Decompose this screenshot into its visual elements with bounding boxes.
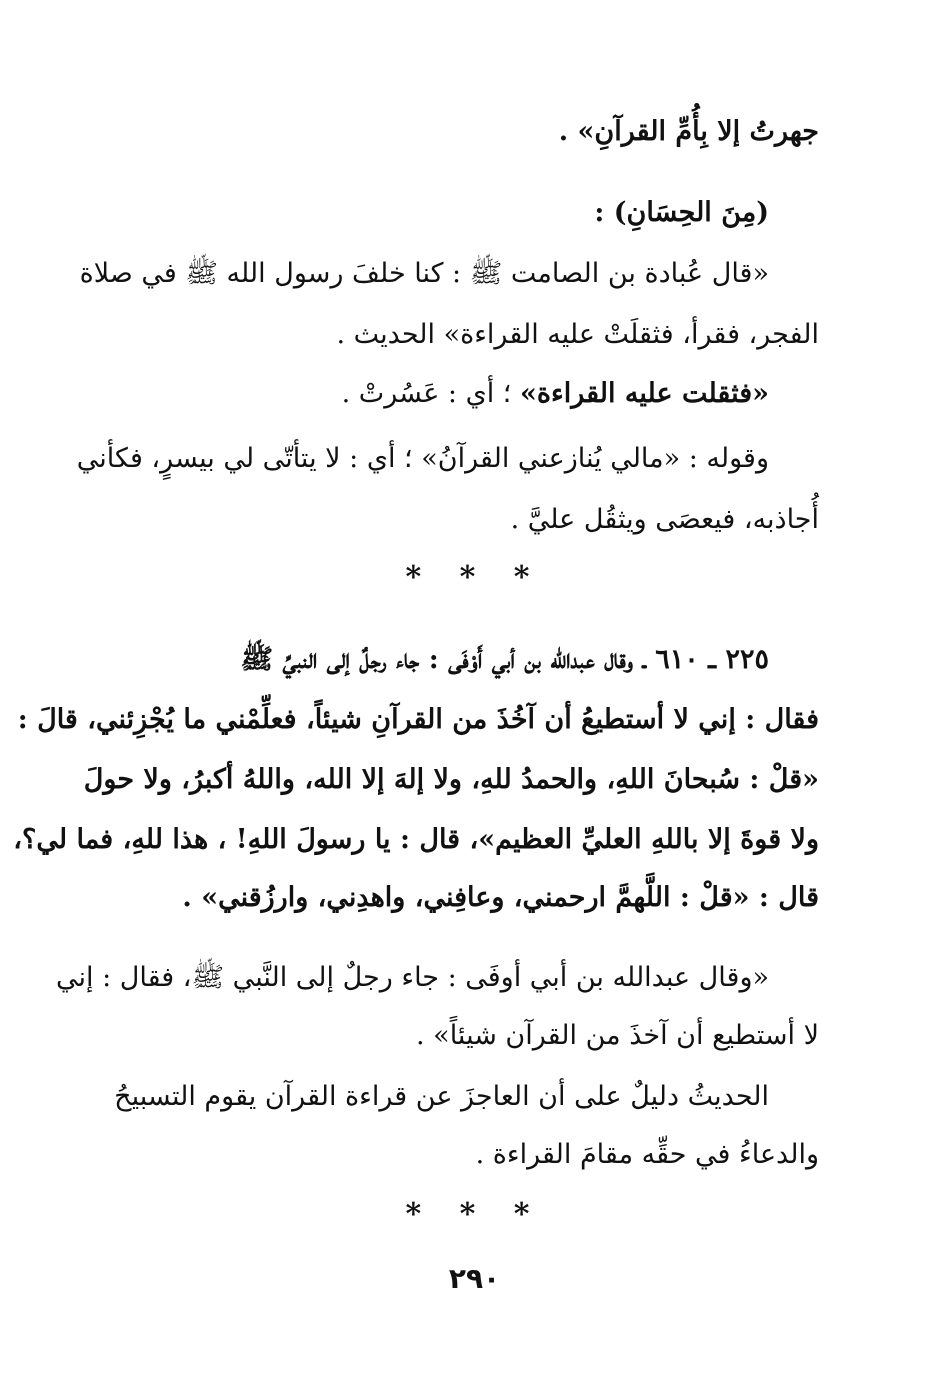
commentary2-line2: والدعاءُ في حقِّه مقامَ القراءة . xyxy=(475,1139,819,1170)
explanation2-line1: وقوله : «مالي يُنازعني القرآنُ» ؛ أي : لا يتأتّى لي بيسرٍ، فكأني xyxy=(76,443,769,474)
explanation2-line2: أُجاذبه، فيعصَى ويثقُل عليَّ . xyxy=(510,504,819,535)
section-separator-1: * * * xyxy=(405,560,544,595)
hadith2-line3: «قلْ : سُبحانَ اللهِ، والحمدُ للهِ، ولا إلهَ إلا الله، واللهُ أكبرُ، ولا حولَ xyxy=(83,764,819,795)
explanation1 xyxy=(79,374,769,414)
hadith2-line1: ٢٢٥ ـ ٦١٠ ـ وقال عبدالله بن أبي أَوْفَى : جاء رجلٌ إلى النبيِّ ﷺ xyxy=(240,644,769,675)
commentary1-line2: لا أستطيع أن آخذَ من القرآن شيئاً» . xyxy=(416,1020,819,1051)
page-number: ٢٩٠ xyxy=(448,1262,501,1295)
commentary1-line1: «وقال عبدالله بن أبي أوفَى : جاء رجلٌ إلى النَّبي ﷺ، فقال : إني xyxy=(56,962,769,993)
explanation1-text: ؛ أي : عَسُرتْ . xyxy=(341,378,512,409)
explanation1-term: «فثقلت عليه القراءة» xyxy=(519,378,769,409)
hadith2-line4: ولا قوةَ إلا باللهِ العليِّ العظيم»، قال : يا رسولَ اللهِ! ، هذا للهِ، فما لي؟، xyxy=(13,824,819,855)
commentary2-line1: الحديثُ دليلٌ على أن العاجزَ عن قراءة القرآن يقوم التسبيحُ xyxy=(114,1081,769,1112)
hadith1-line2: الفجر، فقرأ، فثقلَتْ عليه القراءة» الحديث . xyxy=(336,319,819,350)
section-separator-2: * * * xyxy=(405,1197,544,1232)
section-heading: (مِنَ الحِسَانِ) : xyxy=(594,197,769,228)
hadith1-line1: «قال عُبادة بن الصامت ﷺ : كنا خلفَ رسول الله ﷺ في صلاة xyxy=(79,258,769,289)
hadith2-line5: قال : «قلْ : اللَّهمَّ ارحمني، وعافِني، واهدِني، وارزُقني» . xyxy=(182,882,819,913)
opening-line: جهرتُ إلا بِأُمِّ القرآنِ» . xyxy=(558,116,819,147)
hadith2-line2: فقال : إني لا أستطيعُ أن آخُذَ من القرآنِ شيئاً، فعلِّمْني ما يُجْزِئني، قالَ : xyxy=(17,704,819,735)
